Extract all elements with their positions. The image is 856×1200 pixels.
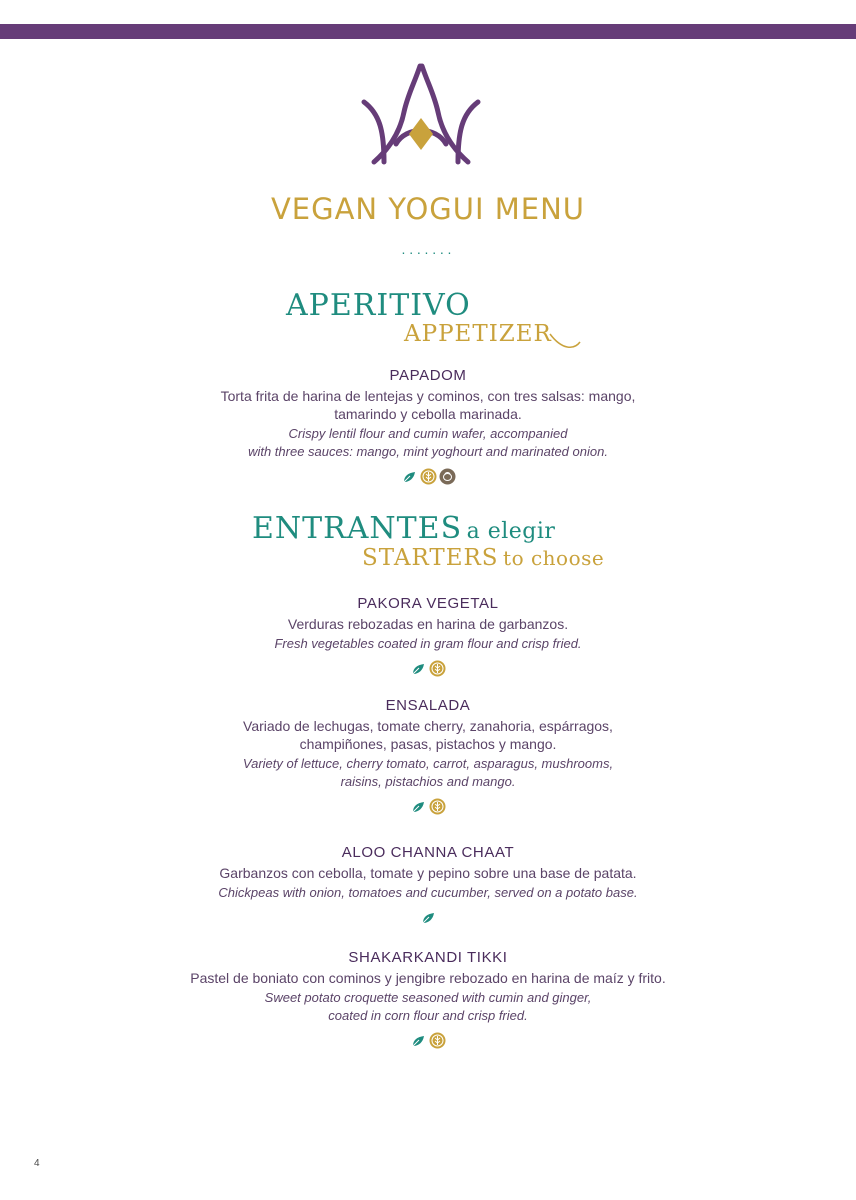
item-name: PAPADOM (389, 367, 467, 384)
item-description-en: Chickpeas with onion, tomatoes and cucumber, served on a potato base. (218, 885, 638, 900)
section-title-starters-row (362, 545, 604, 571)
lotus-crown-logo-icon (360, 62, 482, 168)
gluten-free-icon (429, 798, 446, 815)
menu-item-aloo-channa-chaat (0, 843, 856, 926)
gluten-free-icon (429, 660, 446, 677)
item-description-en: Variety of lettuce, cherry tomato, carrot, asparagus, mushrooms, raisins, pistachios and mango. (242, 756, 614, 789)
item-name: PAKORA VEGETAL (357, 595, 499, 612)
section-title-entrantes-row (252, 511, 555, 546)
item-description-es: Verduras rebozadas en harina de garbanzos. (287, 616, 569, 632)
leaf-icon (410, 1032, 427, 1049)
item-description-en: Crispy lentil flour and cumin wafer, accompanied with three sauces: mango, mint yoghourt and marinated onion. (248, 426, 608, 459)
flourish-icon (548, 330, 582, 352)
item-name: ENSALADA (385, 697, 471, 714)
item-description-en: Sweet potato croquette seasoned with cumin and ginger, coated in corn flour and crisp fried. (264, 990, 592, 1023)
item-description-en: Fresh vegetables coated in gram flour and crisp fried. (274, 636, 582, 651)
menu-item-papadom (0, 366, 856, 485)
menu-item-pakora-vegetal (0, 594, 856, 677)
section-title-appetizer: APPETIZER (404, 321, 552, 347)
menu-item-ensalada (0, 696, 856, 815)
nuts-icon (439, 468, 456, 485)
item-description-es: Pastel de boniato con cominos y jengibre rebozado en harina de maíz y frito. (190, 970, 666, 986)
item-description-es: Variado de lechugas, tomate cherry, zanahoria, espárragos, champiñones, pasas, pistachos y mango. (243, 718, 613, 752)
gluten-free-icon (429, 1032, 446, 1049)
section-title-starters: STARTERS (362, 545, 499, 571)
leaf-icon (420, 909, 437, 926)
leaf-icon (410, 798, 427, 815)
gluten-free-icon (420, 468, 437, 485)
leaf-icon (410, 660, 427, 677)
menu-item-shakarkandi-tikki (0, 948, 856, 1049)
diet-icons (0, 659, 856, 677)
title-dots-divider: ······· (401, 244, 455, 260)
item-description-es: Garbanzos con cebolla, tomate y pepino sobre una base de patata. (219, 865, 637, 881)
leaf-icon (401, 468, 418, 485)
section-title-aperitivo: APERITIVO (286, 288, 471, 323)
section-subtitle-a-elegir: a elegir (466, 519, 556, 544)
diet-icons (0, 1031, 856, 1049)
diet-icons (0, 467, 856, 485)
item-name: SHAKARKANDI TIKKI (348, 949, 508, 966)
item-name: ALOO CHANNA CHAAT (341, 844, 515, 861)
menu-title: VEGAN YOGUI MENU (270, 192, 586, 226)
section-title-entrantes: ENTRANTES (252, 511, 463, 546)
diet-icons (0, 797, 856, 815)
top-accent-bar (0, 24, 856, 39)
page-number: 4 (34, 1158, 40, 1169)
section-subtitle-to-choose: to choose (503, 546, 605, 570)
diet-icons (0, 908, 856, 926)
item-description-es: Torta frita de harina de lentejas y cominos, con tres salsas: mango, tamarindo y cebolla marinada. (220, 388, 636, 422)
